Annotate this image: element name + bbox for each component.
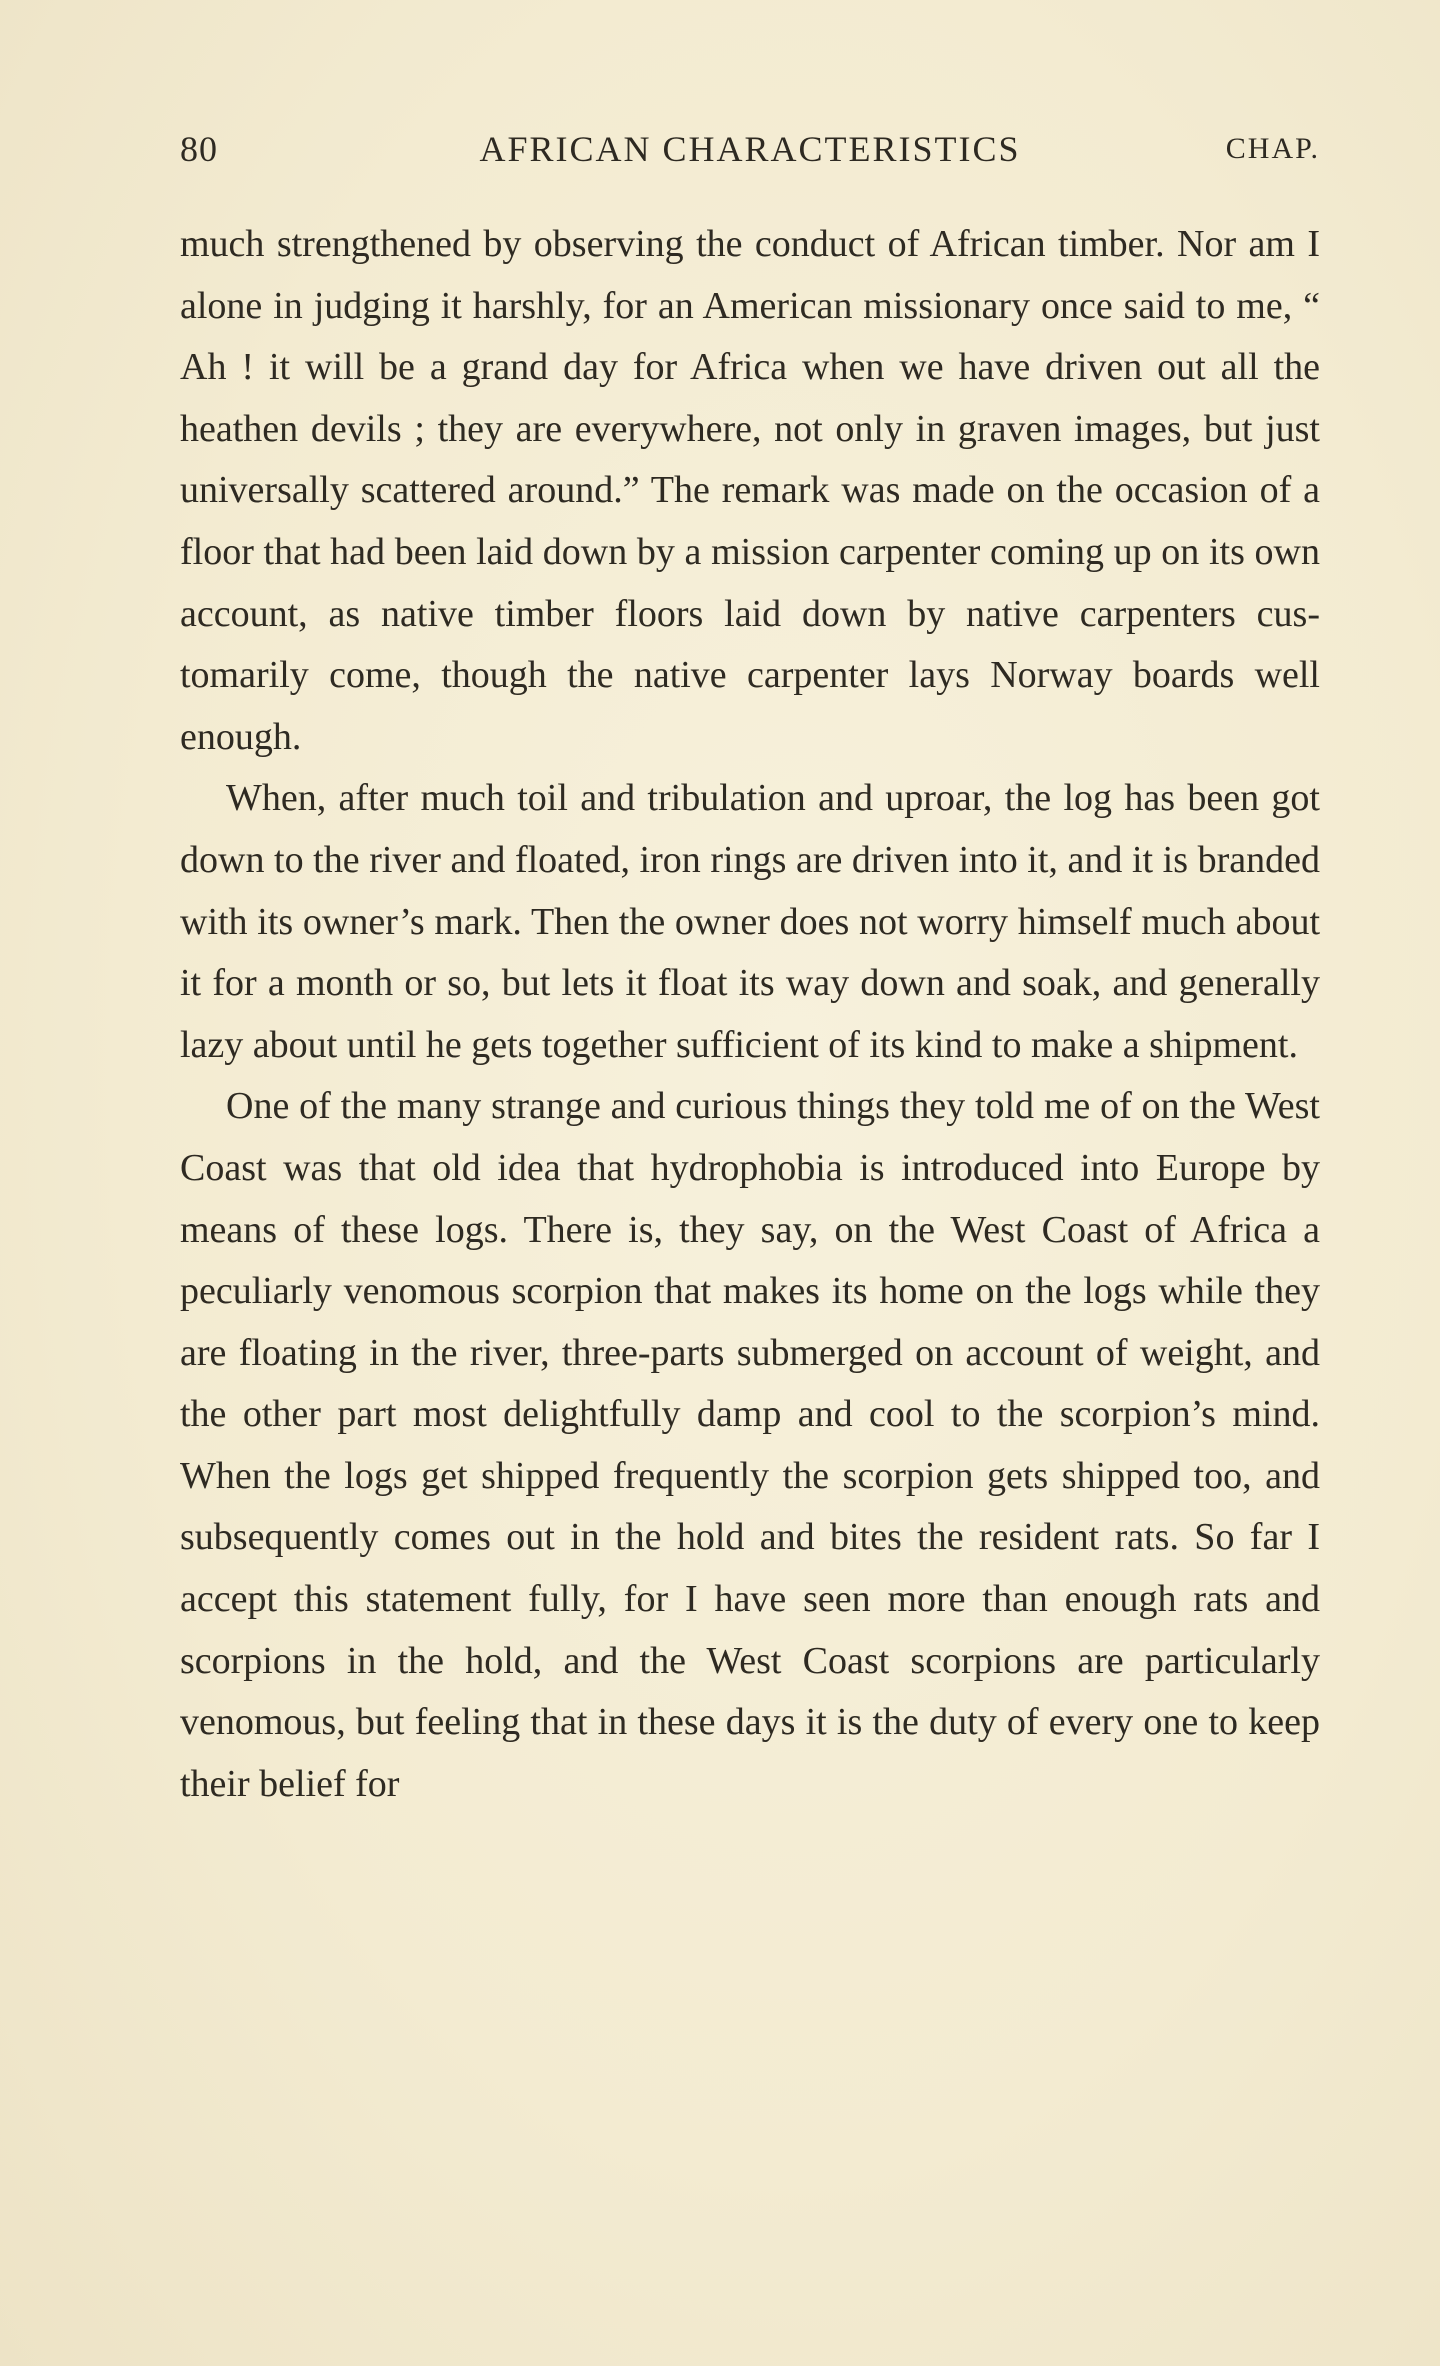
page-number: 80 <box>180 129 218 169</box>
paragraph: much strengthened by observing the conduct of African timber. Nor am I alone in judging it harshly, for an American missionary once said to me, “ Ah ! it will be a grand day for Africa when we have driven out all the heathen devils ; they are everywhere, not only in graven images, but just universally scattered around.” The remark was made on the occasion of a floor that had been laid down by a mission carpenter coming up on its own account, as native timber floors laid down by native carpenters customarily come, though the native carpenter lays Norway boards well enough. <box>180 223 1320 758</box>
chapter-abbreviation: CHAP. <box>1225 132 1320 165</box>
page-header <box>180 128 1320 188</box>
running-title: AFRICAN CHARACTERISTICS <box>479 129 1021 169</box>
paragraph: When, after much toil and tribulation and uproar, the log has been got down to the river and floated, iron rings are driven into it, and it is branded with its owner’s mark. Then the owner does not worry himself much about it for a month or so, but lets it float its way down and soak, and generally lazy about until he gets together sufficient of its kind to make a shipment. <box>180 777 1320 1066</box>
body-text <box>180 214 1320 1815</box>
paragraph: One of the many strange and curious things they told me of on the West Coast was that old idea that hydrophobia is introduced into Europe by means of these logs. There is, they say, on the West Coast of Africa a peculiarly venomous scorpion that makes its home on the logs while they are floating in the river, three-parts submerged on account of weight, and the other part most delightfully damp and cool to the scorpion’s mind. When the logs get shipped frequently the scorpion gets shipped too, and subsequently comes out in the hold and bites the resident rats. So far I accept this statement fully, for I have seen more than enough rats and scorpions in the hold, and the West Coast scorpions are particularly venomous, but feeling that in these days it is the duty of every one to keep their belief for <box>180 1085 1320 1805</box>
